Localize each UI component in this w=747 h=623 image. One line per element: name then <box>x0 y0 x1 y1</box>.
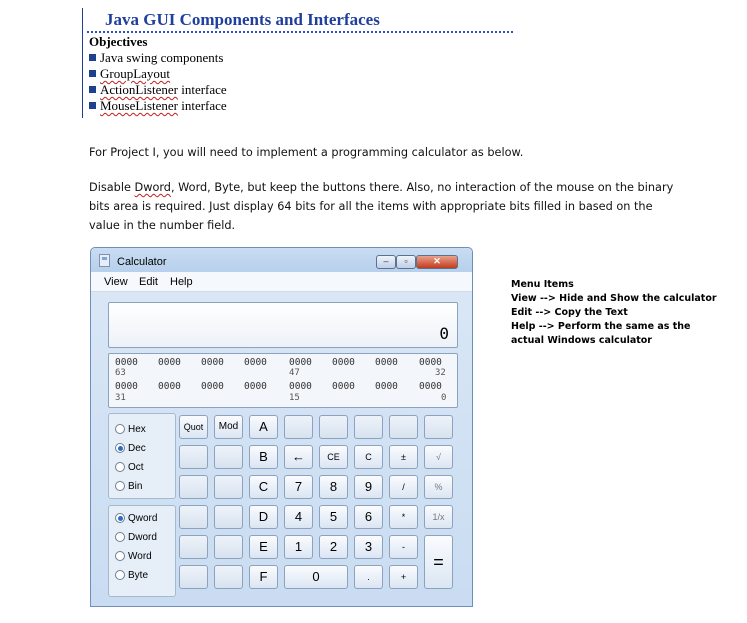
calculator-window <box>90 247 473 607</box>
calculator-icon <box>99 254 110 267</box>
document-title: Java GUI Components and Interfaces <box>105 10 380 29</box>
digit-3-key[interactable]: 3 <box>354 535 383 559</box>
objective-text: Java swing components <box>100 50 224 65</box>
bit-group: 0000 <box>332 357 355 368</box>
radio-oct[interactable] <box>115 461 144 475</box>
digit-7-key[interactable]: 7 <box>284 475 313 499</box>
radio-circle-icon <box>115 481 125 491</box>
radio-circle-icon <box>115 462 125 472</box>
text-run-misspelled: Dword <box>134 181 171 194</box>
clear-key[interactable]: C <box>354 445 383 469</box>
window-title: Calculator <box>117 256 167 268</box>
objective-item <box>89 98 227 114</box>
blank-key[interactable] <box>284 415 313 439</box>
display-value: 0 <box>439 324 449 343</box>
backspace-key[interactable]: ← <box>284 445 313 469</box>
blank-key[interactable] <box>354 415 383 439</box>
notes-line: Edit --> Copy the Text <box>511 307 628 318</box>
blank-key[interactable] <box>389 415 418 439</box>
notes-line: View --> Hide and Show the calculator <box>511 293 717 304</box>
radio-label: Hex <box>128 424 146 435</box>
radio-label: Qword <box>128 513 158 524</box>
multiply-key[interactable]: * <box>389 505 418 529</box>
bit-group: 0000 <box>289 357 312 368</box>
bit-group: 0000 <box>244 357 267 368</box>
requirements-line-3: value in the number field. <box>89 219 236 232</box>
radio-circle-icon <box>115 551 125 561</box>
radio-circle-icon <box>115 570 125 580</box>
blank-key[interactable] <box>214 505 243 529</box>
title-bar[interactable] <box>91 248 472 272</box>
objective-keyword: ActionListener <box>100 82 178 97</box>
digit-6-key[interactable]: 6 <box>354 505 383 529</box>
hex-a-key[interactable]: A <box>249 415 278 439</box>
radio-circle-icon <box>115 424 125 434</box>
bit-group: 0000 <box>419 357 442 368</box>
blank-key[interactable] <box>179 445 208 469</box>
radio-dword[interactable] <box>115 531 157 545</box>
objective-keyword: GroupLayout <box>100 66 171 81</box>
radio-bin[interactable] <box>115 480 142 494</box>
minimize-button[interactable]: – <box>376 255 396 269</box>
paragraph-requirements <box>89 178 673 235</box>
blank-key[interactable] <box>179 535 208 559</box>
radio-label: Word <box>128 551 152 562</box>
bit-group: 0000 <box>158 381 181 392</box>
bit-group: 0000 <box>244 381 267 392</box>
hex-b-key[interactable]: B <box>249 445 278 469</box>
equals-key[interactable]: = <box>424 535 453 589</box>
minus-key[interactable]: - <box>389 535 418 559</box>
menu-help[interactable]: Help <box>170 276 193 288</box>
radio-selected-icon <box>115 513 125 523</box>
divide-key[interactable]: / <box>389 475 418 499</box>
objective-keyword: MouseListener <box>100 98 178 113</box>
blank-key[interactable] <box>319 415 348 439</box>
menu-items-notes <box>511 278 717 348</box>
bit-position-label: 0 <box>441 393 447 403</box>
blank-key[interactable] <box>214 475 243 499</box>
ce-key[interactable]: CE <box>319 445 348 469</box>
radio-label: Dword <box>128 532 157 543</box>
objective-item <box>89 82 227 98</box>
sqrt-key[interactable]: √ <box>424 445 453 469</box>
blank-key[interactable] <box>214 445 243 469</box>
bit-group: 0000 <box>201 357 224 368</box>
quot-key[interactable]: Quot <box>179 415 208 439</box>
title-divider <box>87 31 513 33</box>
plus-key[interactable]: + <box>389 565 418 589</box>
radio-label: Bin <box>128 481 143 492</box>
requirements-line-1 <box>89 178 673 197</box>
number-base-group <box>108 413 176 499</box>
radio-label: Oct <box>128 462 144 473</box>
hex-f-key[interactable]: F <box>249 565 278 589</box>
bit-group: 0000 <box>375 357 398 368</box>
text-run: Disable <box>89 181 135 194</box>
bit-group: 0000 <box>289 381 312 392</box>
bit-position-label: 15 <box>289 393 300 403</box>
digit-2-key[interactable]: 2 <box>319 535 348 559</box>
digit-8-key[interactable]: 8 <box>319 475 348 499</box>
square-bullet-icon <box>89 102 96 109</box>
menu-bar <box>91 272 472 292</box>
blank-key[interactable] <box>179 565 208 589</box>
square-bullet-icon <box>89 70 96 77</box>
close-button[interactable]: ✕ <box>416 255 458 269</box>
percent-key[interactable]: % <box>424 475 453 499</box>
hex-d-key[interactable]: D <box>249 505 278 529</box>
document-header <box>82 8 512 118</box>
square-bullet-icon <box>89 54 96 61</box>
bit-position-label: 63 <box>115 368 126 378</box>
digit-5-key[interactable]: 5 <box>319 505 348 529</box>
decimal-key[interactable]: . <box>354 565 383 589</box>
text-run: , Word, Byte, but keep the buttons there. Also, no interaction of the mouse on the binary <box>170 181 674 194</box>
blank-key[interactable] <box>179 475 208 499</box>
radio-byte[interactable] <box>115 569 148 583</box>
radio-dec[interactable] <box>115 442 146 456</box>
reciprocal-key[interactable]: 1/x <box>424 505 453 529</box>
bit-position-label: 47 <box>289 368 300 378</box>
digit-0-key[interactable]: 0 <box>284 565 348 589</box>
bit-group: 0000 <box>201 381 224 392</box>
blank-key[interactable] <box>214 535 243 559</box>
notes-heading: Menu Items <box>511 279 574 290</box>
hex-e-key[interactable]: E <box>249 535 278 559</box>
blank-key[interactable] <box>179 505 208 529</box>
bit-group: 0000 <box>158 357 181 368</box>
hex-c-key[interactable]: C <box>249 475 278 499</box>
objective-suffix: interface <box>177 82 227 97</box>
notes-line: actual Windows calculator <box>511 335 652 346</box>
bit-group: 0000 <box>115 381 138 392</box>
radio-selected-icon <box>115 443 125 453</box>
menu-edit[interactable]: Edit <box>139 276 158 288</box>
bit-group: 0000 <box>419 381 442 392</box>
paragraph-intro: For Project I, you will need to implement a programming calculator as below. <box>89 146 524 159</box>
radio-word[interactable] <box>115 550 152 564</box>
square-bullet-icon <box>89 86 96 93</box>
objective-item <box>89 50 227 66</box>
requirements-line-2: bits area is required. Just display 64 bits for all the items with appropriate bits filled in based on the <box>89 200 653 213</box>
objective-item <box>89 66 227 82</box>
bit-group: 0000 <box>115 357 138 368</box>
bit-position-label: 31 <box>115 393 126 403</box>
bit-position-label: 32 <box>435 368 446 378</box>
number-display <box>108 302 458 348</box>
bit-group: 0000 <box>375 381 398 392</box>
word-size-group <box>108 505 176 597</box>
binary-bits-area <box>108 353 458 408</box>
notes-line: Help --> Perform the same as the <box>511 321 691 332</box>
objectives-heading: Objectives <box>89 34 148 49</box>
blank-key[interactable] <box>214 565 243 589</box>
mod-key[interactable]: Mod <box>214 415 243 439</box>
blank-key[interactable] <box>424 415 453 439</box>
bit-group: 0000 <box>332 381 355 392</box>
digit-9-key[interactable]: 9 <box>354 475 383 499</box>
radio-label: Byte <box>128 570 149 581</box>
objective-suffix: interface <box>177 98 227 113</box>
digit-1-key[interactable]: 1 <box>284 535 313 559</box>
radio-hex[interactable] <box>115 423 146 437</box>
radio-qword[interactable] <box>115 512 157 526</box>
maximize-button[interactable]: ▫ <box>396 255 416 269</box>
radio-label: Dec <box>128 443 146 454</box>
objectives-list <box>89 50 227 114</box>
digit-4-key[interactable]: 4 <box>284 505 313 529</box>
menu-view[interactable]: View <box>104 276 128 288</box>
radio-circle-icon <box>115 532 125 542</box>
plus-minus-key[interactable]: ± <box>389 445 418 469</box>
